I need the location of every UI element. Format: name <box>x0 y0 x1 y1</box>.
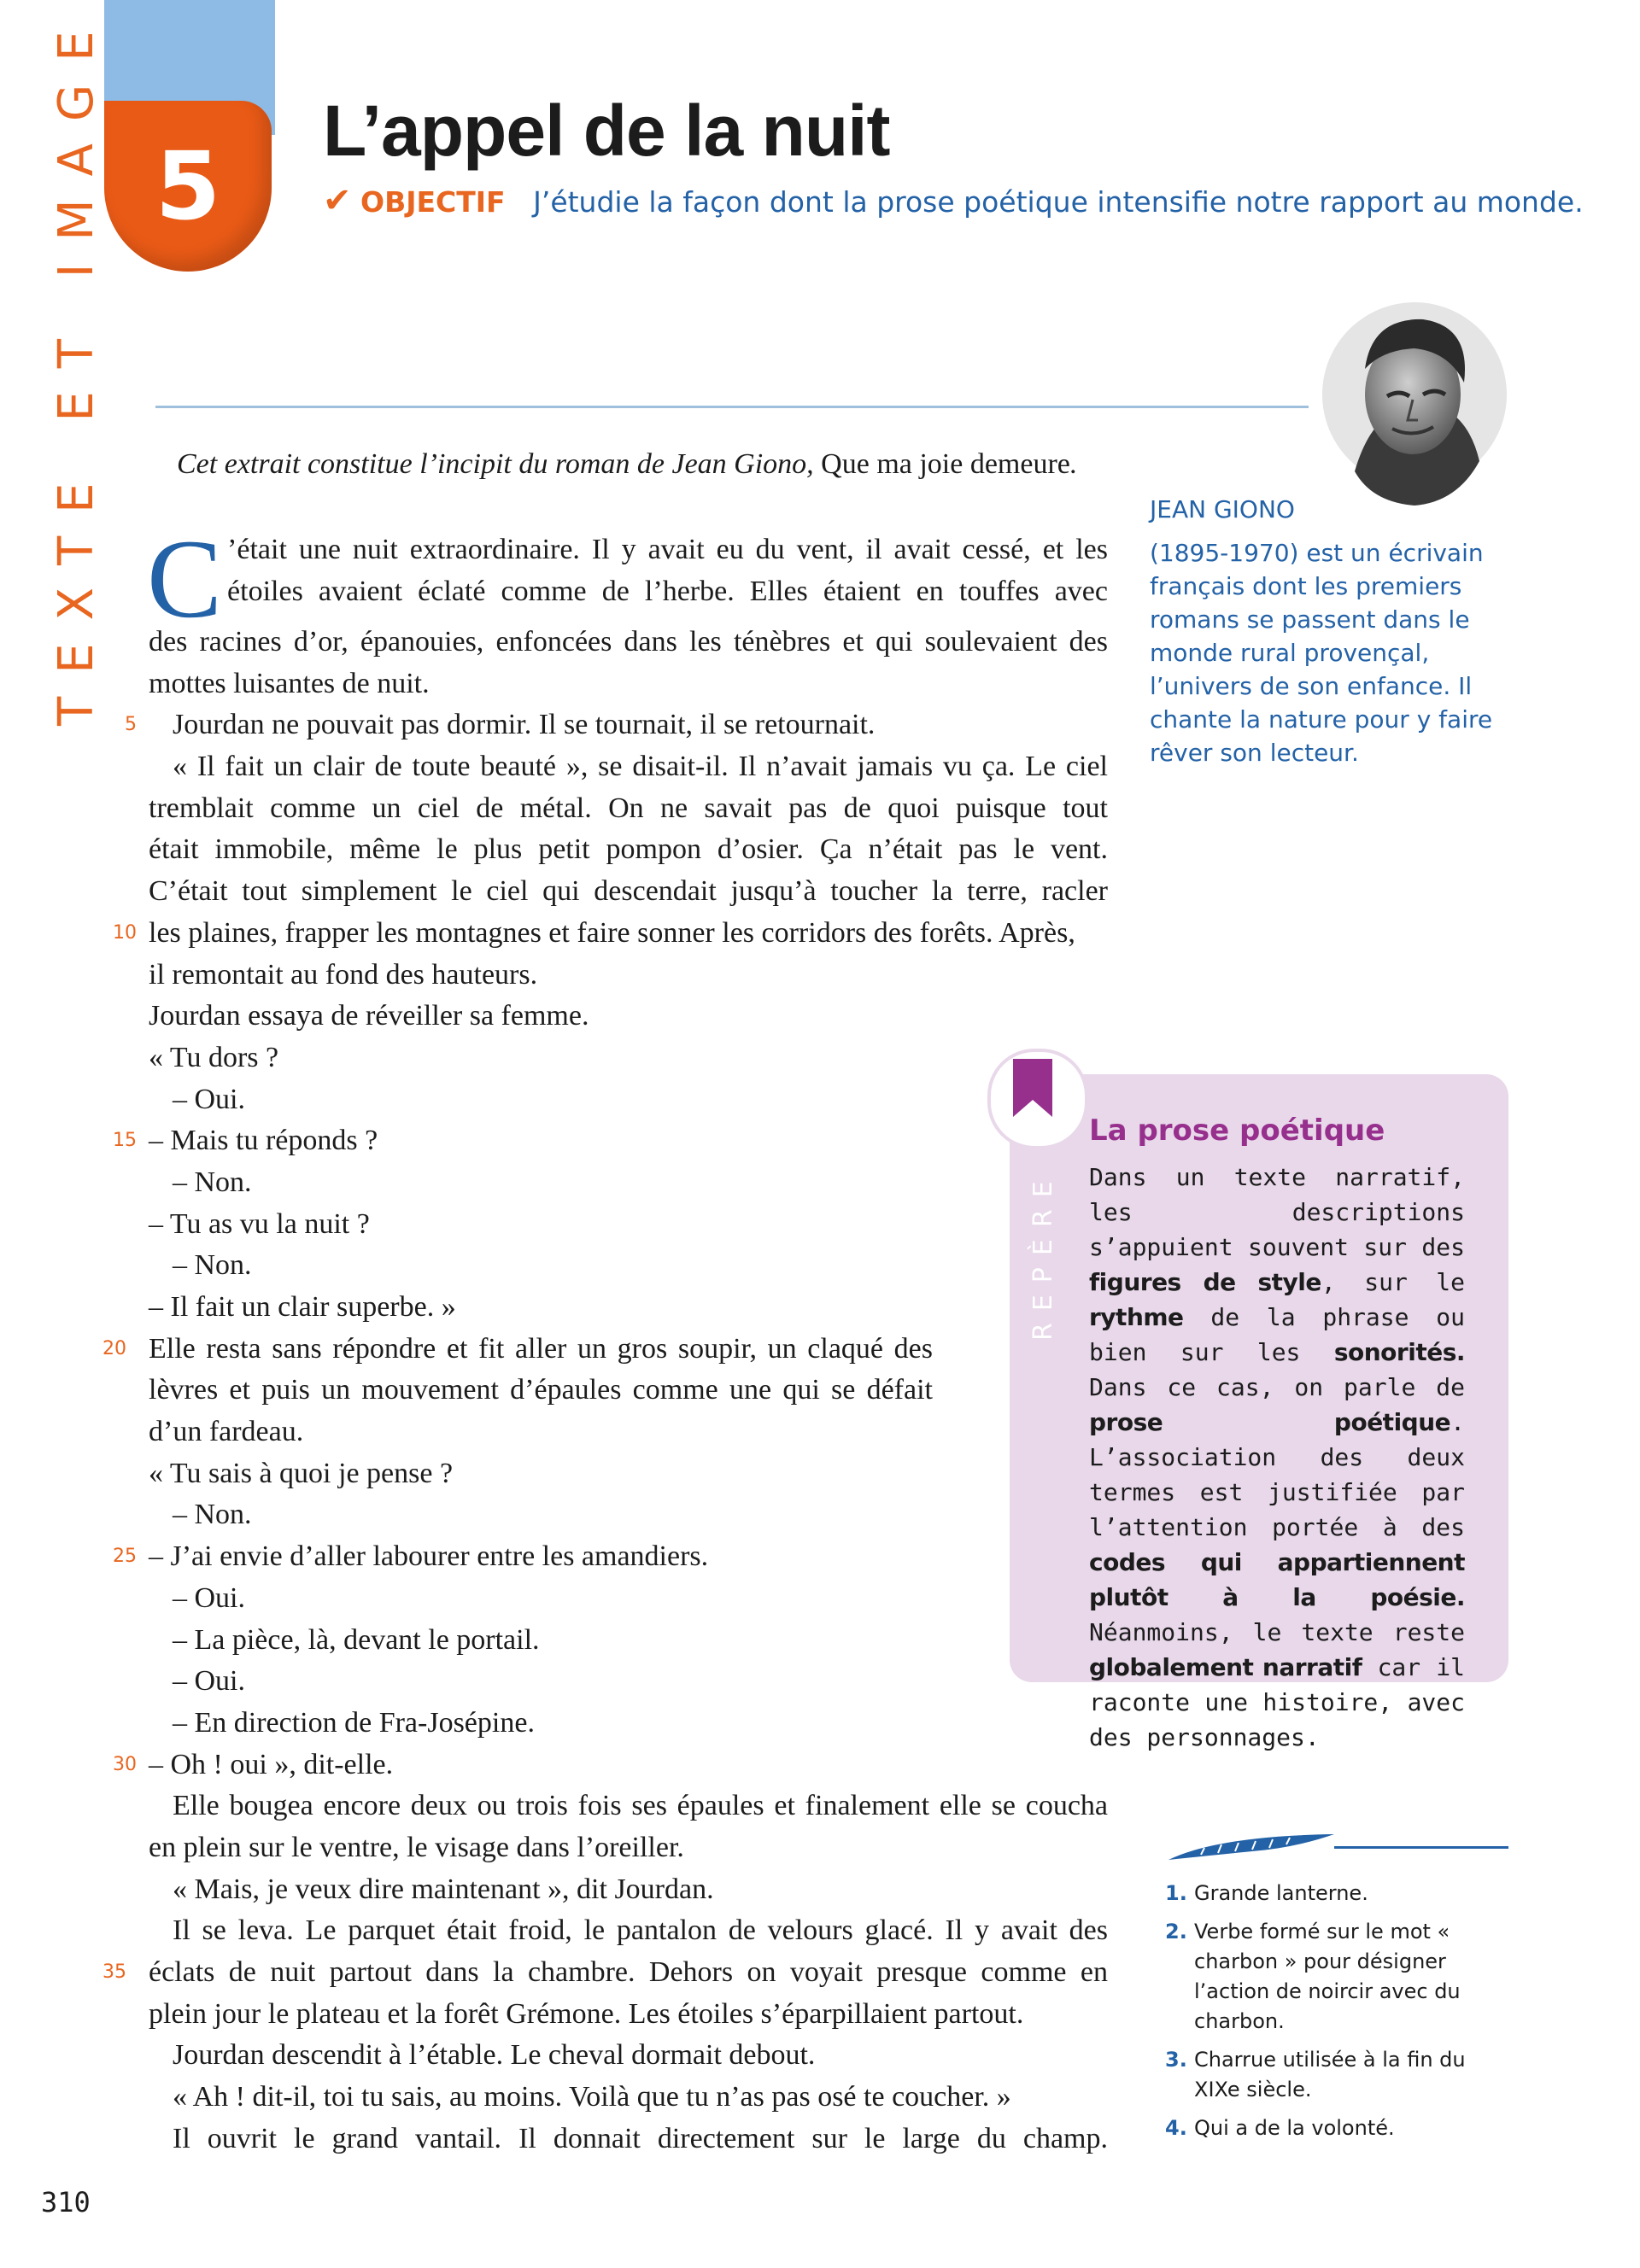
text-line-content: Elle resta sans répondre et fit aller un gros soupir, un claqué des <box>149 1332 933 1365</box>
text-line <box>102 1952 1108 1994</box>
repere-text: Dans ce cas, on parle de <box>1089 1373 1465 1401</box>
drop-cap: C <box>147 516 223 641</box>
section-label: TEXTE ET IMAGE <box>49 8 104 726</box>
text-line: – Oui. <box>173 1581 245 1614</box>
page-title: L’appel de la nuit <box>323 91 890 171</box>
text-line <box>113 1536 1108 1578</box>
quill-icon <box>1167 1829 1338 1863</box>
text-line: – Non. <box>173 1499 252 1531</box>
text-line <box>102 1329 933 1371</box>
line-number: 5 <box>125 714 137 736</box>
text-line: était immobile, même le plus petit pompon d’osier. Ça n’était pas le vent. <box>149 833 1108 866</box>
text-line: tremblait comme un ciel de métal. On ne savait pas de quoi puisque tout <box>149 792 1108 824</box>
opening-paragraph <box>147 516 1108 641</box>
line-number: 25 <box>113 1546 137 1568</box>
repere-title: La prose poétique <box>1089 1114 1385 1148</box>
notes-divider <box>1334 1846 1508 1849</box>
repere-label <box>1010 1161 1078 1349</box>
intro-text: Cet extrait constitue l’incipit du roman de Jean Giono, <box>177 448 814 480</box>
text-line-content: – Oh ! oui », dit-elle. <box>149 1748 394 1780</box>
repere-text: de la phrase ou bien sur les <box>1089 1303 1465 1366</box>
page-number: 310 <box>41 2186 91 2218</box>
repere-bold: figures de style <box>1089 1268 1321 1296</box>
text-line: – Il fait un clair superbe. » <box>149 1291 456 1323</box>
footnote-item <box>1165 1879 1481 1909</box>
text-line: – La pièce, là, devant le portail. <box>173 1623 540 1656</box>
text-line <box>113 1120 1108 1162</box>
author-name: JEAN GIONO <box>1150 495 1295 523</box>
text-line: – Oui. <box>173 1083 245 1115</box>
text-line-content: éclats de nuit partout dans la chambre. Dehors on voyait presque comme en <box>149 1956 1108 1988</box>
text-line: Elle bougea encore deux ou trois fois ses épaules et finalement elle se coucha <box>173 1790 1108 1822</box>
text-line: « Il fait un clair de toute beauté », se disait-il. Il n’avait jamais vu ça. Le ciel <box>173 751 1108 783</box>
text-line: C’était tout simplement le ciel qui descendait jusqu’à toucher la terre, racler <box>149 875 1108 908</box>
repere-text: . L’association des deux termes est justifiée par l’attention portée à des <box>1089 1408 1465 1541</box>
text-line: mottes luisantes de nuit. <box>149 667 430 699</box>
text-line: – Non. <box>173 1166 252 1198</box>
text-line: « Mais, je veux dire maintenant », dit Jourdan. <box>173 1873 714 1905</box>
text-line: « Ah ! dit-il, toi tu sais, au moins. Voilà que tu n’as pas osé te coucher. » <box>173 2081 1011 2113</box>
footnote-text: Charrue utilisée à la fin du XIXe siècle. <box>1194 2048 1466 2101</box>
text-line: « Tu dors ? <box>149 1041 279 1073</box>
text-line: plein jour le plateau et la forêt Grémone. Les étoiles s’éparpillaient partout. <box>149 1997 1024 2030</box>
footnote-item <box>1165 1917 1481 2037</box>
footnote-text: Qui a de la volonté. <box>1194 2116 1395 2140</box>
text-line <box>125 704 1108 746</box>
text-line: des racines d’or, épanouies, enfoncées dans les ténèbres et qui soulevaient des <box>149 626 1108 658</box>
intro-period: . <box>1069 448 1078 480</box>
text-line: Jourdan descendit à l’étable. Le cheval dormait debout. <box>173 2039 816 2072</box>
line-number: 20 <box>102 1337 126 1359</box>
text-line: Il ouvrit le grand vantail. Il donnait directement sur le large du champ. <box>173 2122 1108 2154</box>
footnote-number: 3. <box>1165 2048 1187 2072</box>
text-line <box>113 1745 1108 1786</box>
repere-bold: globalement narratif <box>1089 1653 1362 1681</box>
text-line: ’était une nuit extraordinaire. Il y avait eu du vent, il avait cessé, et les <box>227 534 1108 565</box>
footnote-item <box>1165 2113 1481 2143</box>
footnote-number: 4. <box>1165 2116 1187 2140</box>
text-line: – Non. <box>173 1249 252 1282</box>
footnotes <box>1165 1879 1481 2152</box>
text-line <box>113 913 1108 955</box>
text-line: Jourdan essaya de réveiller sa femme. <box>149 1000 589 1032</box>
repere-text: Néanmoins, le texte reste <box>1089 1618 1465 1646</box>
text-line: – En direction de Fra-Josépine. <box>173 1706 535 1739</box>
text-line: Il se leva. Le parquet était froid, le pantalon de velours glacé. Il y avait des <box>173 1914 1108 1947</box>
objective-text: J’étudie la façon dont la prose poétique intensifie notre rapport au monde. <box>533 185 1584 219</box>
line-number: 30 <box>113 1753 137 1775</box>
intro-book-title: Que ma joie demeure <box>821 448 1070 480</box>
repere-label-text: REPÈRE <box>1028 1169 1058 1341</box>
footnote-number: 2. <box>1165 1920 1187 1944</box>
header-divider <box>155 406 1309 408</box>
author-bio: (1895-1970) est un écrivain français dont les premiers romans se passent dans le monde rural provençal, l’univers de son enfance. Il chante la nature pour y faire rêver son lecteur. <box>1150 539 1493 767</box>
repere-text: , sur le <box>1321 1268 1465 1296</box>
objective-label: OBJECTIF <box>360 185 506 219</box>
text-line: lèvres et puis un mouvement d’épaules comme une qui se défait <box>149 1374 933 1406</box>
text-line: « Tu sais à quoi je pense ? <box>149 1457 454 1489</box>
repere-bold: prose poétique <box>1089 1408 1451 1436</box>
text-line-content: – Mais tu réponds ? <box>149 1125 378 1157</box>
repere-bold: codes qui appartiennent plutôt à la poésie. <box>1089 1548 1465 1611</box>
line-number: 35 <box>102 1961 126 1983</box>
text-line: étoiles avaient éclaté comme de l’herbe. Elles étaient en touffes avec <box>227 575 1108 607</box>
text-line: – Tu as vu la nuit ? <box>149 1207 370 1240</box>
lesson-number-badge: 5 <box>104 101 272 272</box>
text-line: il remontait au fond des hauteurs. <box>149 958 538 991</box>
repere-text: car il raconte une histoire, avec des personnages. <box>1089 1653 1465 1751</box>
text-line: en plein sur le ventre, le visage dans l’oreiller. <box>149 1831 684 1863</box>
text-line-content: Jourdan ne pouvait pas dormir. Il se tournait, il se retournait. <box>173 709 876 741</box>
intro-line <box>177 448 1116 481</box>
main-text <box>102 516 1108 2160</box>
repere-text: Dans un texte narratif, les descriptions s’appuient souvent sur des <box>1089 1163 1465 1261</box>
footnote-text: Verbe formé sur le mot « charbon » pour désigner l’action de noircir avec du charbon. <box>1194 1920 1461 2033</box>
objective <box>323 181 1584 220</box>
repere-bold: rythme <box>1089 1303 1184 1331</box>
checkmark-icon: ✔ <box>323 181 352 220</box>
text-line-content: – J’ai envie d’aller labourer entre les amandiers. <box>149 1540 709 1573</box>
footnote-item <box>1165 2045 1481 2105</box>
repere-body <box>1089 1160 1465 1755</box>
author-portrait <box>1321 301 1508 511</box>
footnote-number: 1. <box>1165 1881 1187 1905</box>
line-number: 15 <box>113 1130 137 1152</box>
text-line: d’un fardeau. <box>149 1416 304 1448</box>
bookmark-icon <box>1013 1059 1052 1117</box>
footnote-text: Grande lanterne. <box>1194 1881 1368 1905</box>
text-line-content: les plaines, frapper les montagnes et faire sonner les corridors des forêts. Après, <box>149 916 1075 949</box>
line-number: 10 <box>113 921 137 944</box>
text-line: – Oui. <box>173 1665 245 1698</box>
repere-bold: sonorités. <box>1333 1338 1465 1366</box>
